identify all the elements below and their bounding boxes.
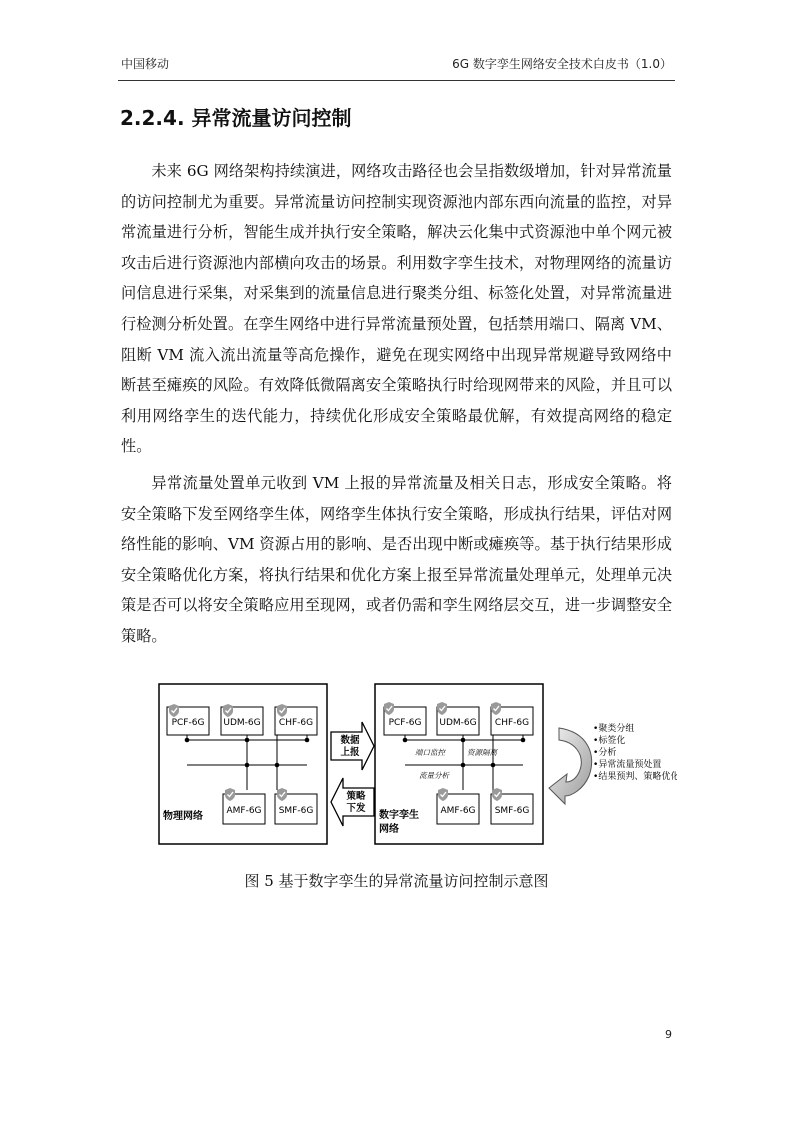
data-report-label-1: 数据 <box>340 735 360 746</box>
data-report-label-2: 上报 <box>340 747 360 758</box>
policy-issue-arrow <box>331 778 374 826</box>
paragraph-2-block <box>121 468 672 652</box>
physical-node-smf-label: SMF-6G <box>278 806 314 816</box>
twin-node-chf-label: CHF-6G <box>494 718 530 728</box>
figure-caption: 图 5 基于数字孪生的异常流量访问控制示意图 <box>244 872 549 890</box>
paragraph-2: 异常流量处置单元收到 VM 上报的异常流量及相关日志，形成安全策略。将安全策略下发至网络孪生体，网络孪生体执行安全策略，形成执行结果，评估对网络性能的影响、VM 资源占用的影响、是否出现中断或瘫痪等。基于执行结果形成安全策略优化方案，将执行结果和优化方案上报至异常流量处理单元，处理单元决策是否可以将安全策略应用至现网，或者仍需和孪生网络层交互，进一步调整安全策略。 <box>121 474 672 645</box>
policy-issue-label-1: 策略 <box>346 791 366 802</box>
physical-node-pcf-label: PCF-6G <box>171 718 205 728</box>
page-number: 9 <box>665 1028 672 1041</box>
header-left: 中国移动 <box>121 57 170 71</box>
step-2: •标签化 <box>593 736 626 746</box>
step-5: •结果预判、策略优化 <box>593 772 677 782</box>
physical-node-udm-label: UDM-6G <box>223 718 261 728</box>
annotation-traffic-analysis: 流量分析 <box>419 771 449 780</box>
section-title: 2.2.4. 异常流量访问控制 <box>120 106 352 130</box>
physical-node-chf-label: CHF-6G <box>278 718 314 728</box>
annotation-resource-isolation: 资源隔离 <box>467 748 497 757</box>
step-4: •异常流量预处置 <box>593 760 662 770</box>
paragraph-1-block <box>121 156 672 462</box>
twin-node-amf-label: AMF-6G <box>440 806 476 816</box>
twin-network-label-2: 网络 <box>379 824 399 835</box>
header-right: 6G 数字孪生网络安全技术白皮书（1.0） <box>452 57 672 71</box>
feedback-curved-arrow <box>549 728 592 804</box>
twin-node-smf-label: SMF-6G <box>494 806 530 816</box>
physical-node-amf-label: AMF-6G <box>226 806 262 816</box>
step-1: •聚类分组 <box>593 724 635 734</box>
step-3: •分析 <box>593 748 617 758</box>
data-report-arrow <box>331 722 374 770</box>
header-divider <box>118 80 675 81</box>
paragraph-1: 未来 6G 网络架构持续演进，网络攻击路径也会呈指数级增加，针对异常流量的访问控制尤为重要。异常流量访问控制实现资源池内部东西向流量的监控，对异常流量进行分析，智能生成并执行安全策略，解决云化集中式资源池中单个网元被攻击后进行资源池内部横向攻击的场景。利用数字孪生技术，对物理网络的流量访问信息进行采集，对采集到的流量信息进行聚类分组、标签化处置，对异常流量进行检测分析处置。在孪生网络中进行异常流量预处置，包括禁用端口、隔离 VM、阻断 VM 流入流出流量等高危操作，避免在现实网络中出现异常规避导致网络中断甚至瘫痪的风险。有效降低微隔离安全策略执行时给现网带来的风险，并且可以利用网络孪生的迭代能力，持续优化形成安全策略最优解，有效提高网络的稳定性。 <box>121 162 672 456</box>
figure-diagram <box>157 682 677 847</box>
twin-node-pcf-label: PCF-6G <box>388 718 422 728</box>
twin-network-label-1: 数字孪生 <box>379 810 419 821</box>
twin-node-udm-label: UDM-6G <box>439 718 477 728</box>
physical-network-label: 物理网络 <box>163 811 203 822</box>
policy-issue-label-2: 下发 <box>346 803 366 814</box>
annotation-port-monitor: 端口监控 <box>415 748 445 757</box>
